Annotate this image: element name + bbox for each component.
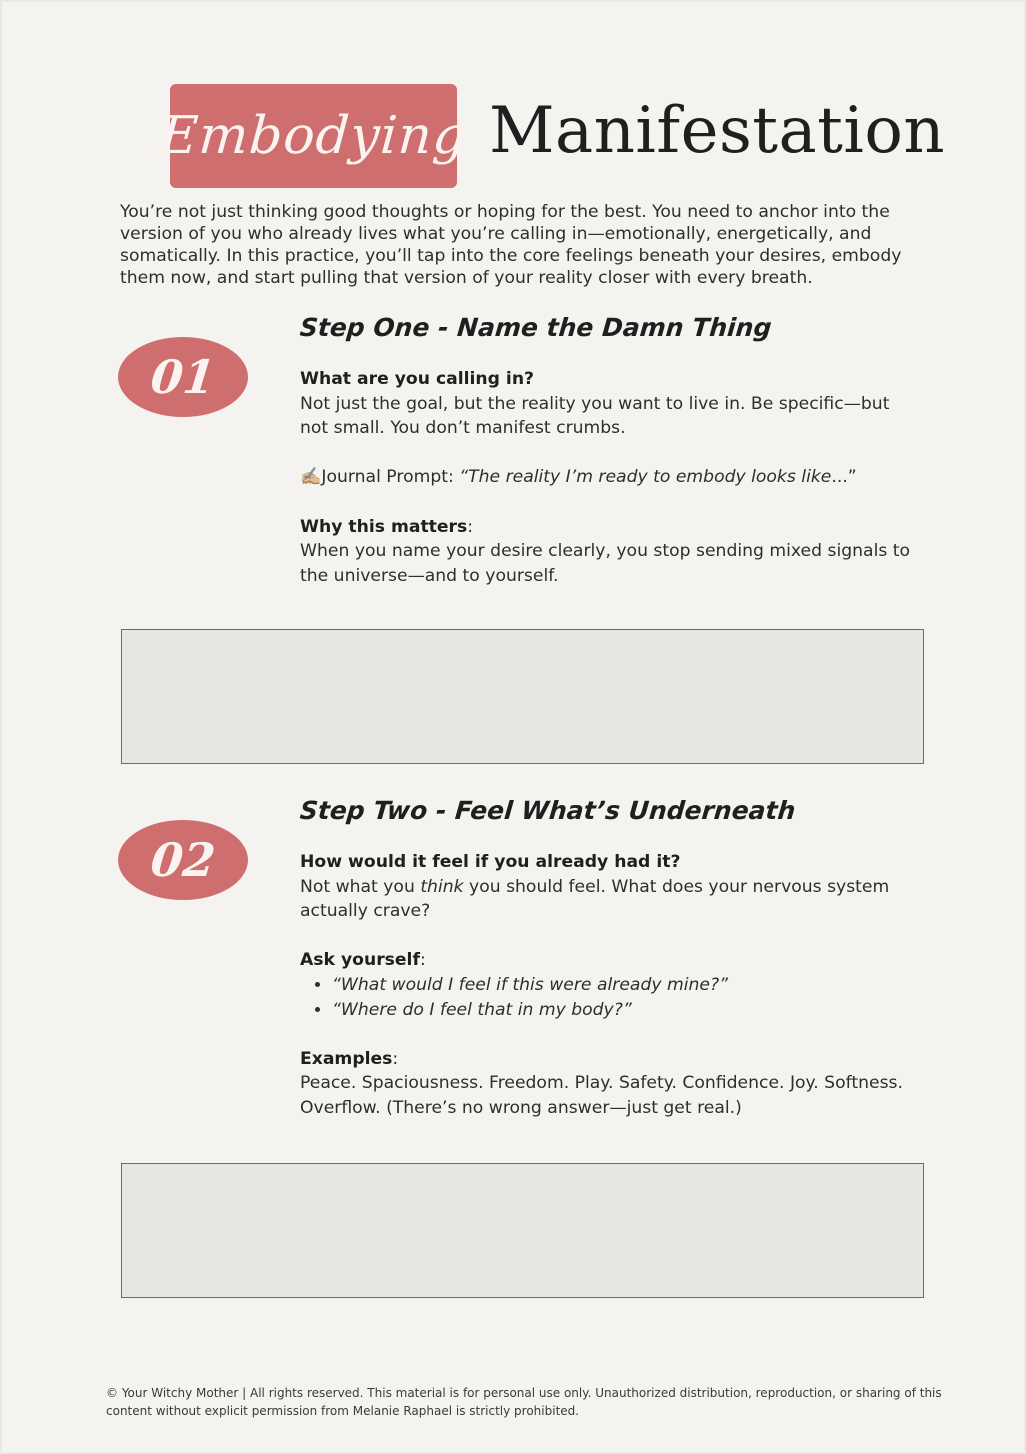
- why-label: Why this matters: [300, 516, 468, 537]
- pen-hand-icon: ✍🏼: [300, 467, 322, 488]
- step-two-body: [300, 850, 920, 1121]
- list-item: • “Where do I feel that in my body?”: [332, 998, 920, 1023]
- examples-text: Peace. Spaciousness. Freedom. Play. Safety. Confidence. Joy. Softness. Overflow. (There’s no wrong answer—just get real.): [300, 1073, 903, 1118]
- step-one-heading: Step One - Name the Damn Thing: [298, 313, 773, 342]
- ask-label: Ask yourself: [300, 950, 420, 971]
- why-text: When you name your desire clearly, you stop sending mixed signals to the universe—and to yourself.: [300, 541, 911, 586]
- step-one-number: 01: [148, 350, 218, 404]
- step-one-question: What are you calling in?: [300, 369, 535, 389]
- step-two-answer-box[interactable]: [121, 1163, 924, 1298]
- step-one-answer-box[interactable]: [121, 629, 924, 764]
- journal-prompt-label: Journal Prompt:: [321, 467, 460, 488]
- step-two-number: 02: [148, 833, 218, 887]
- journal-prompt-text: “The reality I’m ready to embody looks like: [459, 467, 832, 488]
- why-colon: :: [467, 516, 474, 537]
- examples-label: Examples: [300, 1048, 393, 1069]
- journal-prompt: [300, 465, 920, 490]
- step-two-question: How would it feel if you already had it?: [300, 852, 681, 872]
- step-one-question-text: Not just the goal, but the reality you want to live in. Be specific—but not small. You don’t manifest crumbs.: [300, 393, 890, 439]
- step-two-heading: Step Two - Feel What’s Underneath: [298, 796, 797, 825]
- journal-prompt-end: ...”: [831, 467, 857, 488]
- step-two-badge: [118, 820, 248, 900]
- worksheet-page: [2, 2, 1024, 1452]
- page-title: Manifestation: [489, 94, 946, 168]
- list-item: • “What would I feel if this were already mine?”: [332, 973, 920, 998]
- question-text-emphasis: think: [420, 876, 464, 897]
- intro-paragraph: You’re not just thinking good thoughts or hoping for the best. You need to anchor into the version of you who already lives what you’re calling in—emotionally, energetically, and somatically. In this practice, you’ll tap into the core feelings beneath your desires, embody them now, and start pulling that version of your reality closer with every breath.: [120, 202, 902, 288]
- ask-colon: :: [419, 950, 426, 971]
- step-two-question-text: [300, 875, 920, 924]
- question-text-a: Not what you: [300, 876, 421, 897]
- step-one-badge: [118, 337, 248, 417]
- question-text-b: you should feel. What does your nervous system actually crave?: [300, 876, 890, 922]
- step-one-body: [300, 367, 920, 588]
- examples-colon: :: [392, 1048, 399, 1069]
- title-badge: [157, 84, 470, 188]
- copyright-footer: © Your Witchy Mother | All rights reserved. This material is for personal use only. Unauthorized distribution, reproduction, or sharing of this content without explicit permission from Melanie Raphael is strictly prohibited.: [106, 1386, 942, 1418]
- title-badge-text: Embodying: [157, 106, 470, 166]
- ask-list: [300, 973, 920, 1022]
